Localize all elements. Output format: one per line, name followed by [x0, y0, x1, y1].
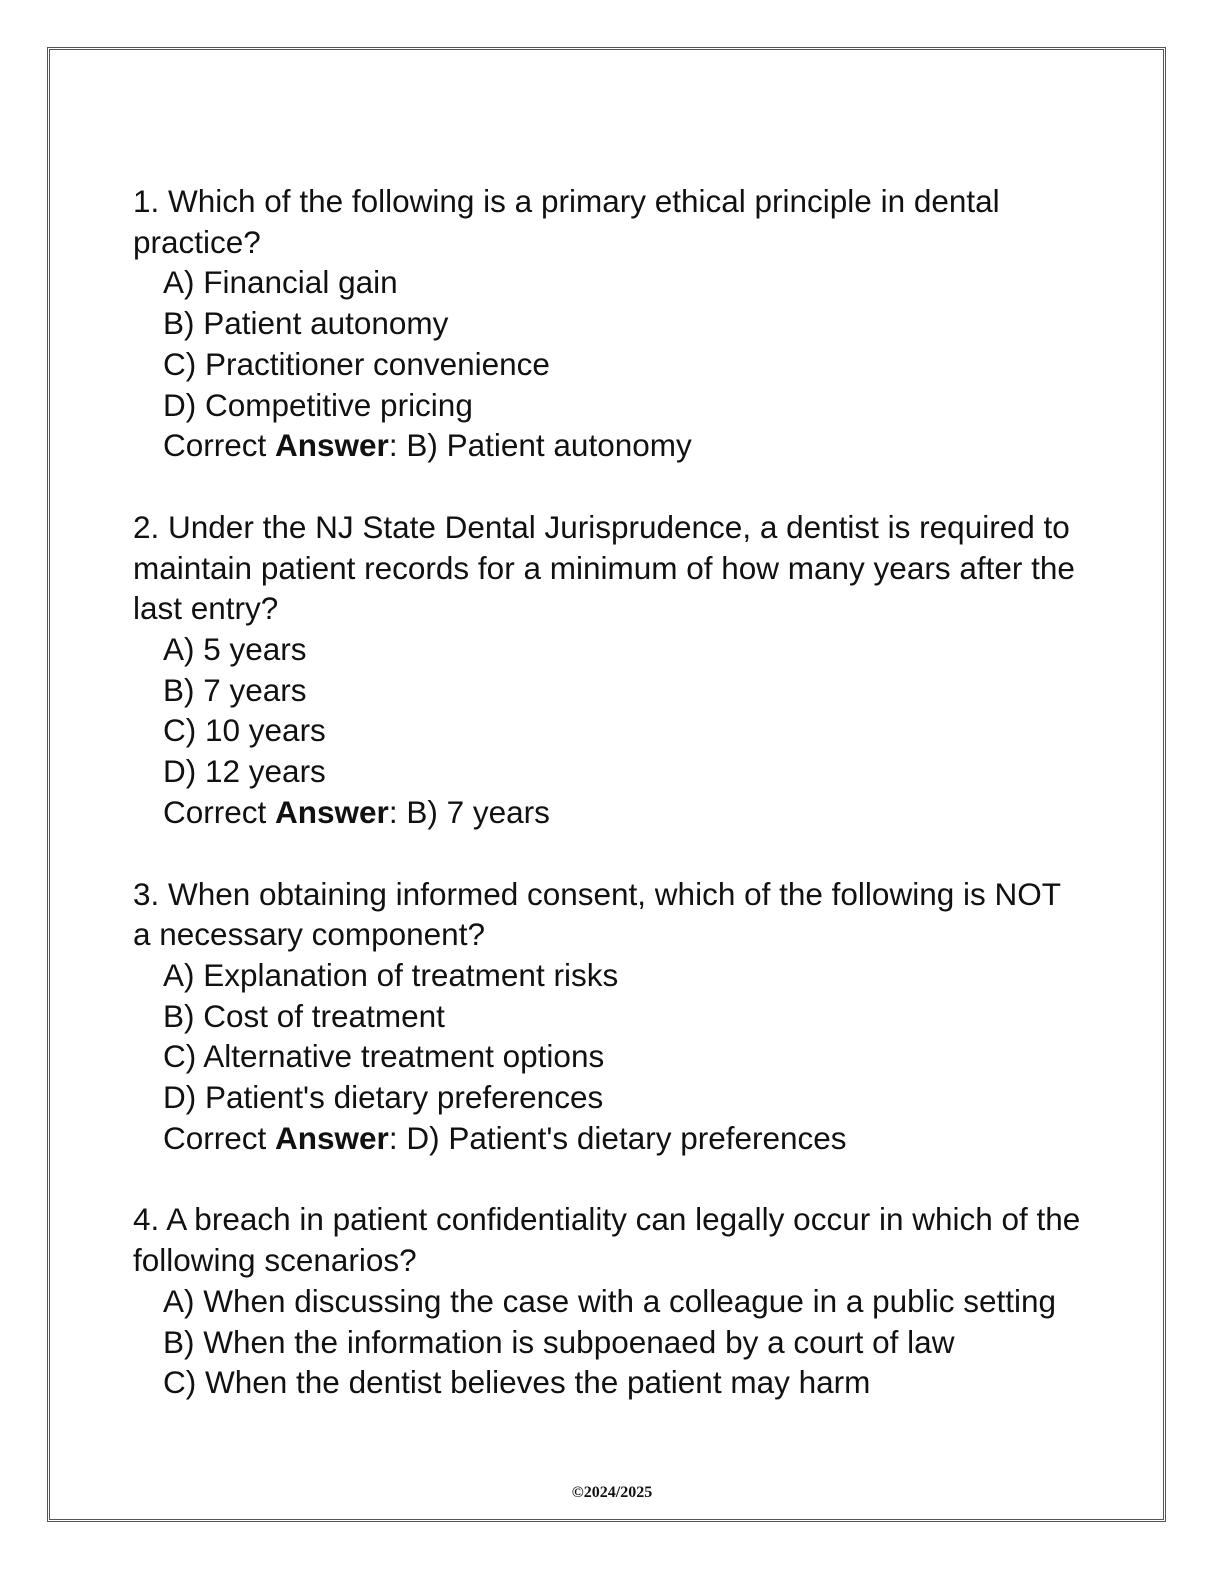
answer-option: A) Explanation of treatment risks	[163, 956, 619, 993]
answer-prefix: Correct	[163, 1119, 276, 1156]
document-body	[133, 181, 1090, 1444]
answer-option: D) 12 years	[163, 753, 326, 790]
answer-option: D) Patient's dietary preferences	[163, 1079, 604, 1116]
answer-option: B) Patient autonomy	[163, 305, 449, 342]
copyright-footer: ©2024/2025	[571, 1484, 653, 1501]
question-stem: 4. A breach in patient confidentiality can legally occur in which of the following scenarios?	[133, 1201, 1090, 1279]
answer-text: : B) Patient autonomy	[388, 427, 692, 464]
question-stem: 3. When obtaining informed consent, which of the following is NOT a necessary component?	[133, 875, 1070, 953]
answer-word: Answer	[275, 427, 389, 464]
question-2	[133, 507, 1083, 833]
correct-answer	[133, 792, 1083, 833]
answer-word: Answer	[275, 1119, 389, 1156]
answer-option: C) Alternative treatment options	[163, 1038, 605, 1075]
answer-option: C) When the dentist believes the patient may harm	[163, 1364, 871, 1401]
answer-option: A) 5 years	[163, 631, 307, 668]
question-1	[133, 181, 1083, 466]
answer-option: C) Practitioner convenience	[163, 345, 550, 382]
correct-answer	[133, 1118, 1083, 1159]
correct-answer	[133, 425, 1083, 466]
answer-option: B) Cost of treatment	[163, 997, 445, 1034]
answer-text: : B) 7 years	[388, 793, 550, 830]
answer-word: Answer	[275, 793, 389, 830]
question-stem: 2. Under the NJ State Dental Jurisprudence, a dentist is required to maintain patient records for a minimum of how many years after the last entry?	[133, 508, 1084, 627]
answer-option: B) When the information is subpoenaed by a court of law	[163, 1323, 955, 1360]
answer-option: B) 7 years	[163, 671, 307, 708]
answer-option: A) Financial gain	[163, 264, 398, 301]
answer-option: D) Competitive pricing	[163, 386, 473, 423]
answer-text: : D) Patient's dietary preferences	[388, 1119, 847, 1156]
question-stem: 1. Which of the following is a primary ethical principle in dental practice?	[133, 183, 1009, 260]
question-4	[133, 1199, 1090, 1403]
question-3	[133, 874, 1083, 1159]
answer-option: C) 10 years	[163, 712, 326, 749]
answer-prefix: Correct	[163, 793, 276, 830]
answer-prefix: Correct	[163, 427, 276, 464]
answer-option: A) When discussing the case with a colleague in a public setting	[163, 1282, 1056, 1319]
